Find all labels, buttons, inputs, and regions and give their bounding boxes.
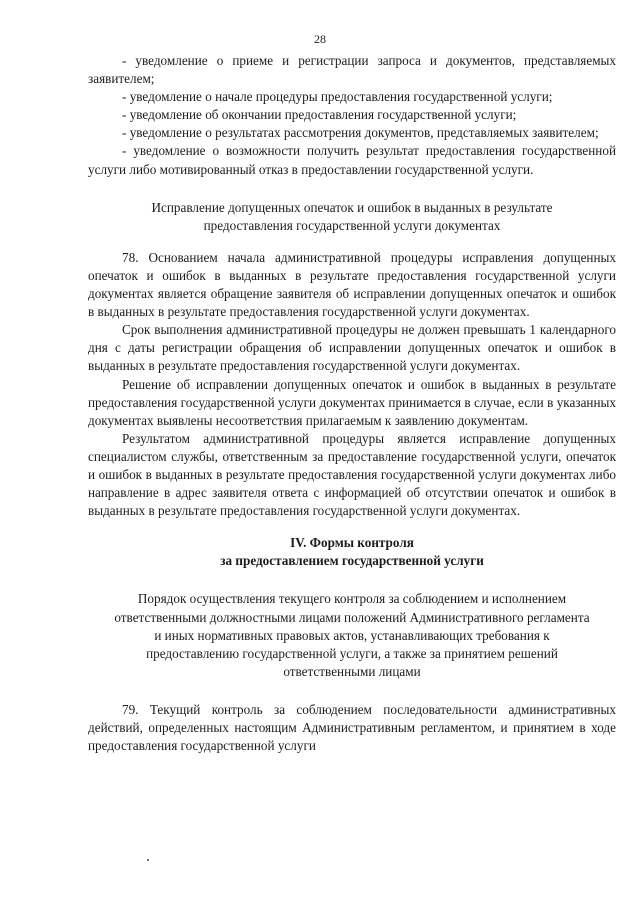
section-iv-title: IV. Формы контроля [290,535,414,551]
control-heading: Порядок осуществления текущего контроля за соблюдением и исполнением ответственными должностными лицами положений Административного регламента и иных нормативных правовых актов, устанавливающих требования к предоставлению государственной услуги, а также за принятием решений ответственными лицами [114,591,590,679]
list-item: - уведомление о возможности получить результат предоставления государственной услуги либо мотивированный отказ в предоставлении государственной услуги. [88,143,616,177]
spacer [88,179,616,199]
section-iv-subtitle: за предоставлением государственной услуги [220,553,484,569]
paragraph: Срок выполнения административной процедуры не должен превышать 1 календарного дня с даты регистрации обращения об исправлении допущенных опечаток и ошибок в выданных в результате предоставления государственной услуги документах. [88,322,616,374]
list-item: - уведомление о начале процедуры предоставления государственной услуги; [122,89,553,105]
page-number: 28 [314,32,326,46]
paragraph: Решение об исправлении допущенных опечаток и ошибок в выданных в результате предоставления государственной услуги документах принимается в случае, если в указанных документах выявлены несоответствия прилагаемым к заявлению документам. [88,376,616,428]
paragraph-78: 78. Основанием начала административной процедуры исправления допущенных опечаток и ошибок в выданных в результате предоставления государственной услуги документах является обращение заявителя об исправлении допущенных опечаток и ошибок в выданных в результате предоставления государственной услуги документах. [88,249,616,320]
spacer [88,570,616,590]
spacer [88,681,616,701]
spacer [88,520,616,534]
page-content [88,52,616,755]
spacer [88,235,616,249]
list-item: - уведомление о приеме и регистрации запроса и документов, представляемых заявителем; [88,53,616,87]
list-item: - уведомление об окончании предоставления государственной услуги; [122,107,517,123]
list-item: - уведомление о результатах рассмотрения документов, представляемых заявителем; [122,125,599,141]
scan-speck [147,859,149,861]
subsection-heading: Исправление допущенных опечаток и ошибок в выданных в результате предоставления государственной услуги документах [151,199,553,233]
paragraph: Результатом административной процедуры является исправление допущенных специалистом службы, ответственным за предоставление государственной услуги, опечаток и ошибок в выданных в результате предоставления государственной услуги документах либо направление в адрес заявителя ответа с информацией об отсутствии опечаток и ошибок в выданных в результате предоставления государственной услуги документах. [88,430,616,519]
paragraph-79: 79. Текущий контроль за соблюдением последовательности административных действий, определенных настоящим Административным регламентом, и принятием в ходе предоставления государственной услуги [88,701,616,754]
